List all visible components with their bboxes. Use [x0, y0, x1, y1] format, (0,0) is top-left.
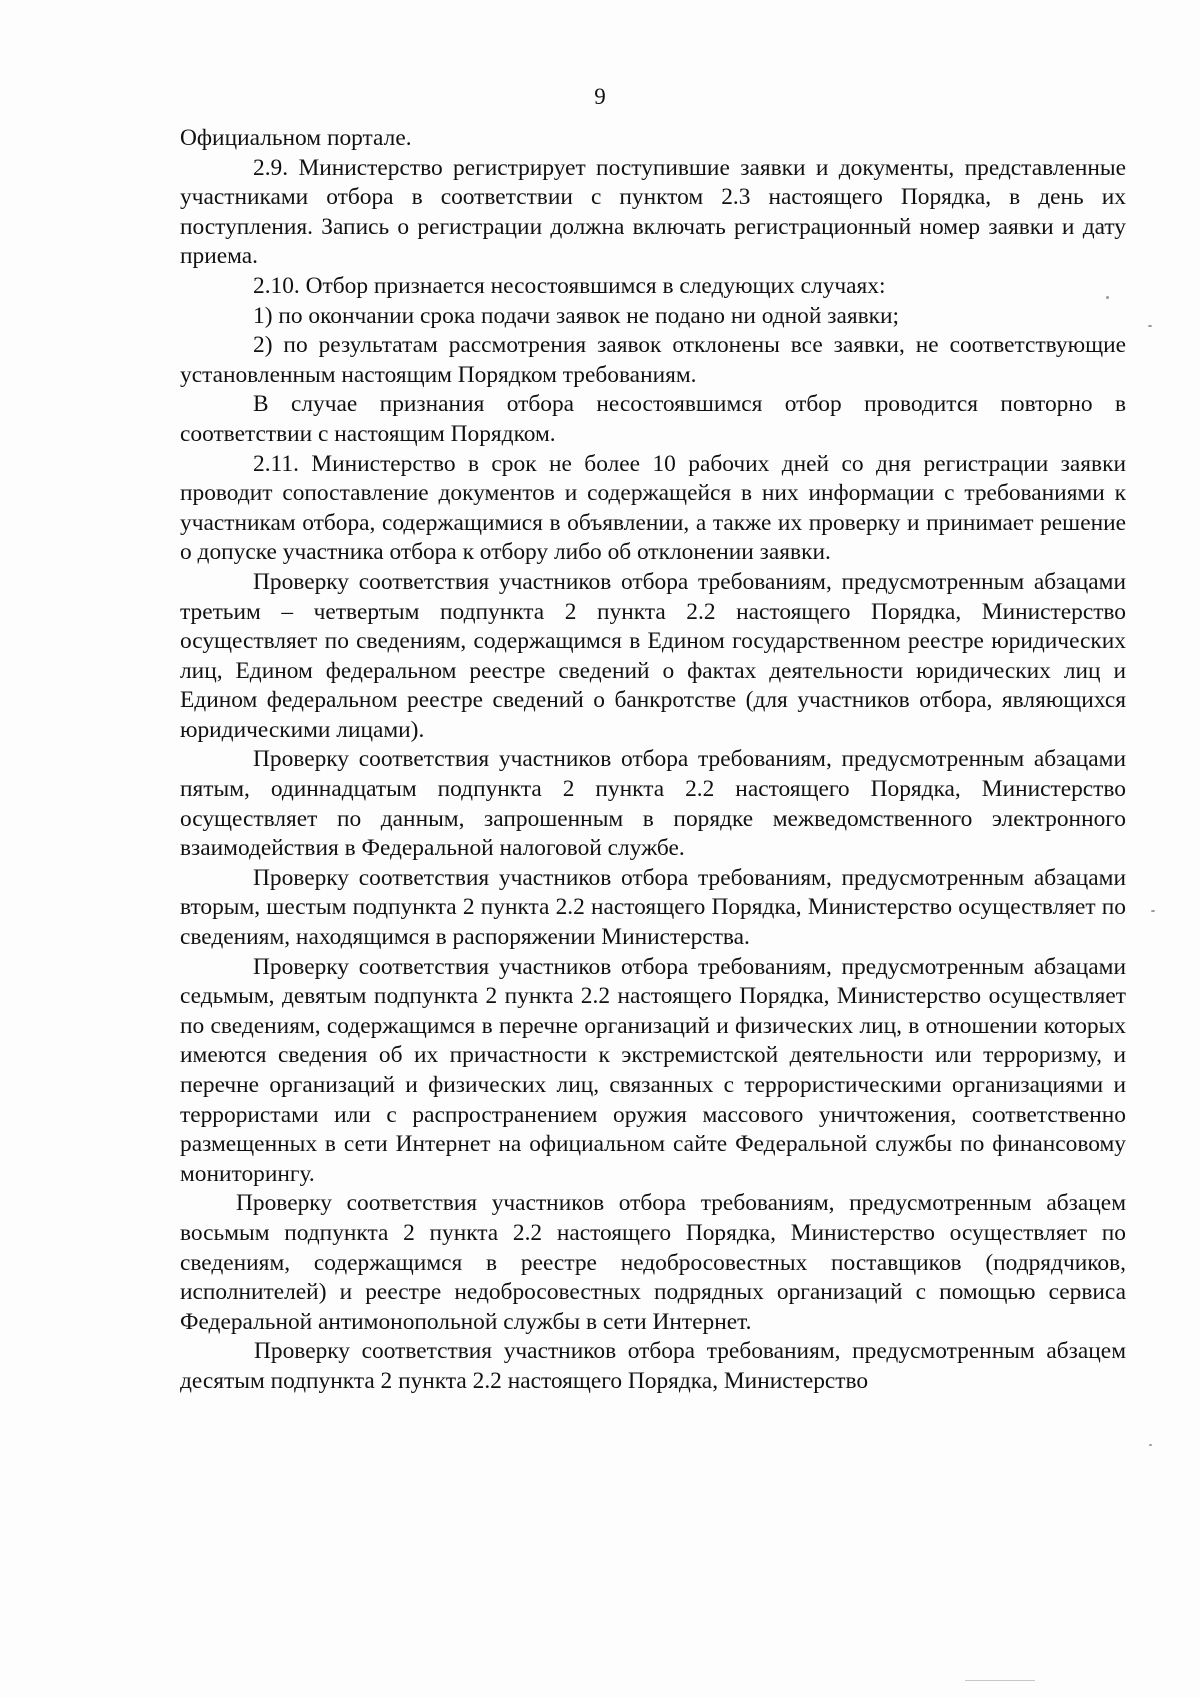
- document-body: [180, 124, 1126, 1397]
- paragraph-2-10-item-1: 1) по окончании срока подачи заявок не подано ни одной заявки;: [253, 302, 900, 329]
- scan-speck: [1148, 325, 1152, 327]
- paragraph-2-10: 2.10. Отбор признается несостоявшимся в следующих случаях:: [253, 272, 886, 299]
- paragraph-check-unfair-suppliers: Проверку соответствия участников отбора требованиям, предусмотренным абзацем восьмым подпункта 2 пункта 2.2 настоящего Порядка, Министерство осуществляет по сведениям, содержащимся в реестре недобросовестных поставщиков (подрядчиков, исполнителей) и реестре недобросовестных подрядных организаций с помощью сервиса Федеральной антимонопольной службы в сети Интернет.: [180, 1190, 1126, 1335]
- scan-speck: [1106, 296, 1109, 299]
- scan-speck: [965, 1680, 1035, 1681]
- paragraph-check-extremism-lists: Проверку соответствия участников отбора требованиям, предусмотренным абзацами седьмым, девятым подпункта 2 пункта 2.2 настоящего Порядка, Министерство осуществляет по сведениям, содержащимся в перечне организаций и физических лиц, в отношении которых имеются сведения об их причастности к экстремистской деятельности или терроризму, и перечне организаций и физических лиц, связанных с террористическими организациями и террористами или с распространением оружия массового уничтожения, соответственно размещенных в сети Интернет на официальном сайте Федеральной службы по финансовому мониторингу.: [180, 953, 1126, 1187]
- paragraph-check-registries: Проверку соответствия участников отбора требованиям, предусмотренным абзацами третьим – четвертым подпункта 2 пункта 2.2 настоящего Порядка, Министерство осуществляет по сведениям, содержащимся в Едином государственном реестре юридических лиц, Едином федеральном реестре сведений о фактах деятельности юридических лиц и Едином федеральном реестре сведений о банкротстве (для участников отбора, являющихся юридическими лицами).: [180, 568, 1126, 743]
- paragraph-repeat-selection: В случае признания отбора несостоявшимся отбор проводится повторно в соответствии с настоящим Порядком.: [180, 391, 1126, 447]
- scan-speck: [1151, 910, 1155, 912]
- paragraph-2-9: 2.9. Министерство регистрирует поступившие заявки и документы, представленные участниками отбора в соответствии с пунктом 2.3 настоящего Порядка, в день их поступления. Запись о регистрации должна включать регистрационный номер заявки и дату приема.: [180, 154, 1126, 270]
- paragraph-portal-end: Официальном портале.: [180, 125, 412, 151]
- paragraph-2-11: 2.11. Министерство в срок не более 10 рабочих дней со дня регистрации заявки проводит сопоставление документов и содержащейся в них информации с требованиями к участникам отбора, содержащимися в объявлении, а также их проверку и принимает решение о допуске участника отбора к отбору либо об отклонении заявки.: [180, 450, 1126, 566]
- scan-speck: [1149, 1444, 1152, 1446]
- page-number: 9: [594, 84, 606, 109]
- paragraph-2-10-item-2: 2) по результатам рассмотрения заявок отклонены все заявки, не соответствующие установленным настоящим Порядком требованиям.: [180, 332, 1126, 388]
- paragraph-check-tax-service: Проверку соответствия участников отбора требованиям, предусмотренным абзацами пятым, одиннадцатым подпункта 2 пункта 2.2 настоящего Порядка, Министерство осуществляет по данным, запрошенным в порядке межведомственного электронного взаимодействия в Федеральной налоговой службе.: [180, 746, 1126, 862]
- paragraph-check-ministry-data: Проверку соответствия участников отбора требованиям, предусмотренным абзацами вторым, шестым подпункта 2 пункта 2.2 настоящего Порядка, Министерство осуществляет по сведениям, находящимся в распоряжении Министерства.: [180, 864, 1126, 951]
- paragraph-check-tenth: Проверку соответствия участников отбора требованиям, предусмотренным абзацем десятым подпункта 2 пункта 2.2 настоящего Порядка, Министерство: [180, 1338, 1126, 1394]
